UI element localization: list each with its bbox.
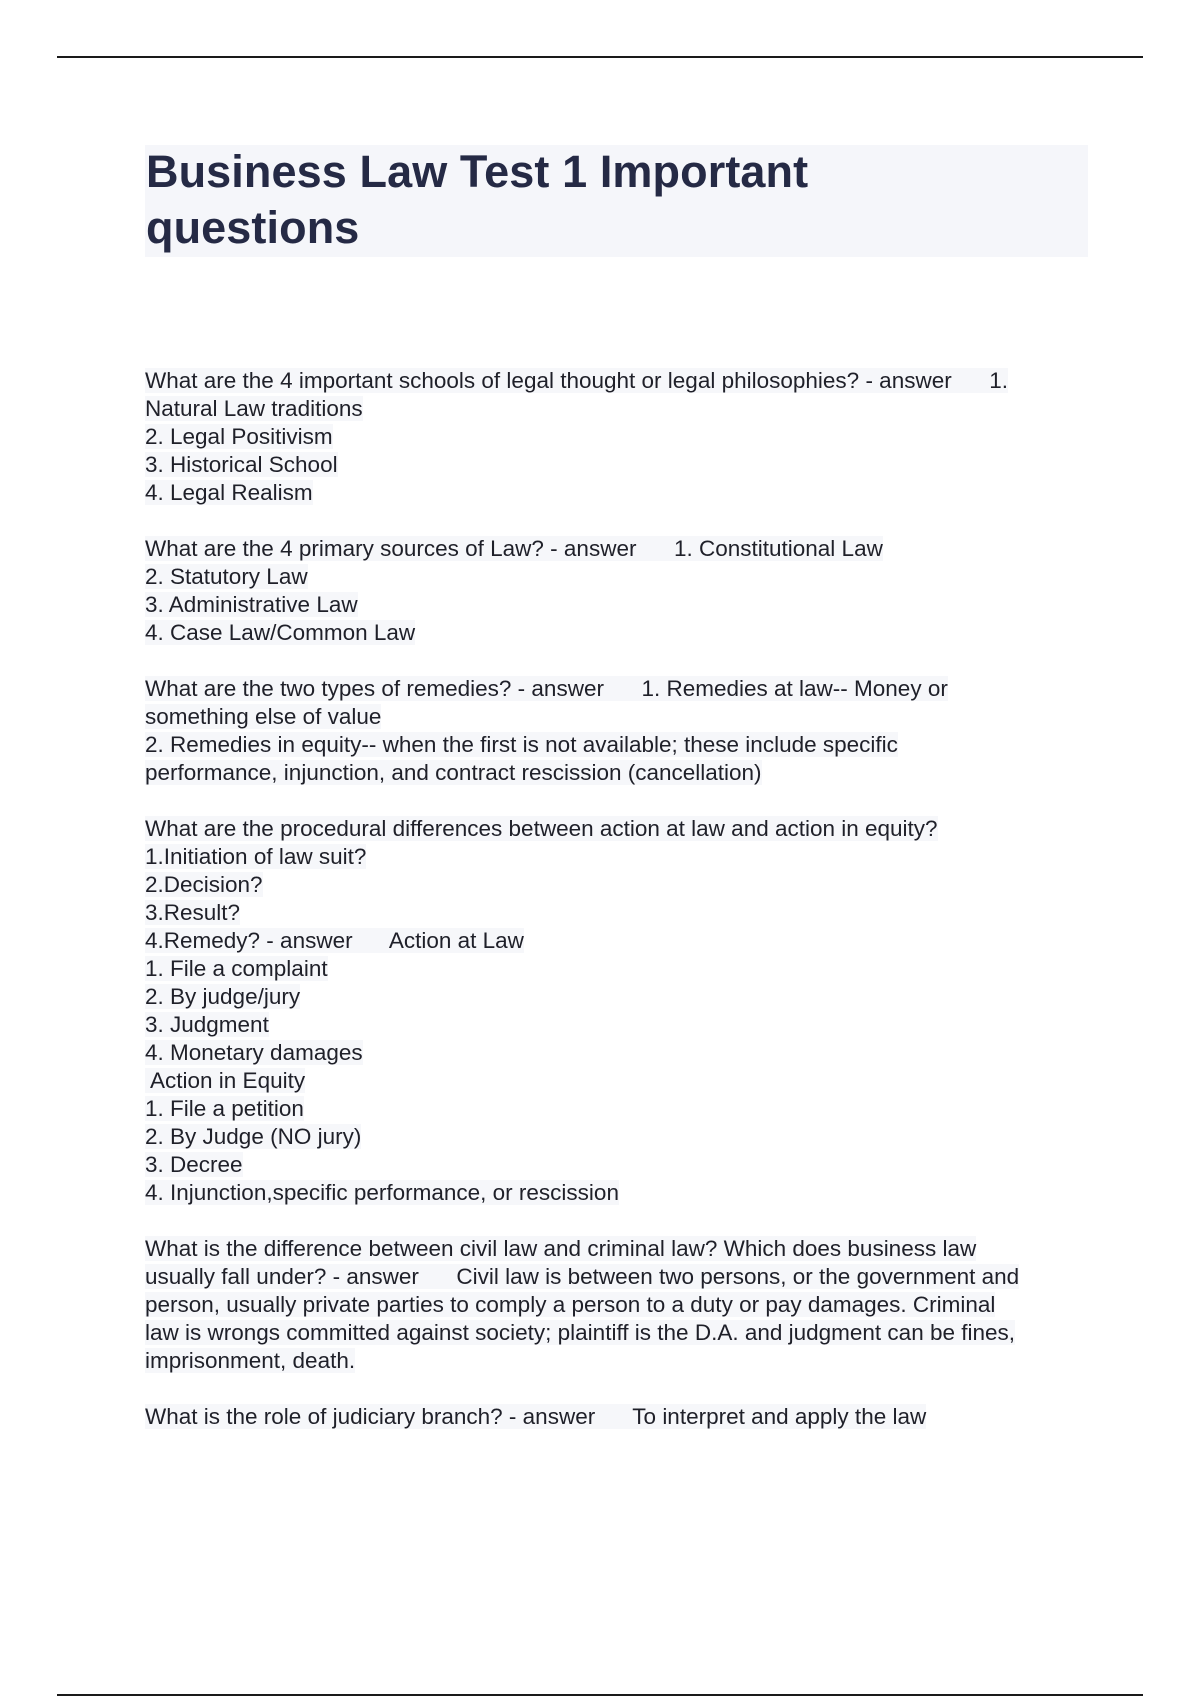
qa-list — [145, 367, 1090, 1459]
qa-line: imprisonment, death. — [145, 1348, 356, 1373]
qa-line: 3. Historical School — [145, 452, 338, 477]
qa-item — [145, 1403, 1090, 1431]
qa-line: 2. By Judge (NO jury) — [145, 1124, 362, 1149]
qa-item — [145, 675, 1090, 787]
qa-line: 2. By judge/jury — [145, 984, 301, 1009]
page-title — [146, 144, 1076, 256]
qa-line: 4. Injunction,specific performance, or rescission — [145, 1180, 619, 1205]
qa-line: usually fall under? - answer Civil law is between two persons, or the government and — [145, 1264, 1020, 1289]
qa-line: 3.Result? — [145, 900, 241, 925]
qa-line: 2. Remedies in equity-- when the first is not available; these include specific — [145, 732, 898, 757]
qa-line: 1. File a petition — [145, 1096, 304, 1121]
qa-line: What is the difference between civil law and criminal law? Which does business law — [145, 1236, 977, 1261]
qa-line: something else of value — [145, 704, 382, 729]
qa-line: 2. Statutory Law — [145, 564, 308, 589]
qa-line: What is the role of judiciary branch? - answer To interpret and apply the law — [145, 1404, 927, 1429]
qa-line: 2. Legal Positivism — [145, 424, 333, 449]
qa-line: Action in Equity — [145, 1068, 306, 1093]
qa-line: Natural Law traditions — [145, 396, 363, 421]
title-line-2: questions — [146, 202, 360, 253]
qa-line: What are the 4 important schools of legal thought or legal philosophies? - answer 1. — [145, 368, 1008, 393]
qa-line: 4.Remedy? - answer Action at Law — [145, 928, 524, 953]
bottom-rule — [57, 1694, 1143, 1696]
qa-line: 2.Decision? — [145, 872, 263, 897]
qa-line: 4. Legal Realism — [145, 480, 313, 505]
qa-line: 4. Case Law/Common Law — [145, 620, 416, 645]
title-line-1: Business Law Test 1 Important — [146, 146, 809, 197]
qa-item — [145, 535, 1090, 647]
qa-line: What are the two types of remedies? - answer 1. Remedies at law-- Money or — [145, 676, 948, 701]
qa-line: What are the 4 primary sources of Law? - answer 1. Constitutional Law — [145, 536, 883, 561]
qa-item — [145, 1235, 1090, 1375]
top-rule — [57, 56, 1143, 58]
qa-line: law is wrongs committed against society; plaintiff is the D.A. and judgment can be fines, — [145, 1320, 1016, 1345]
qa-line: 1. File a complaint — [145, 956, 328, 981]
qa-line: 4. Monetary damages — [145, 1040, 363, 1065]
qa-line: person, usually private parties to comply a person to a duty or pay damages. Criminal — [145, 1292, 996, 1317]
qa-line: 1.Initiation of law suit? — [145, 844, 367, 869]
qa-line: 3. Administrative Law — [145, 592, 358, 617]
qa-line: 3. Decree — [145, 1152, 243, 1177]
qa-line: performance, injunction, and contract rescission (cancellation) — [145, 760, 762, 785]
qa-item — [145, 367, 1090, 507]
qa-line: 3. Judgment — [145, 1012, 269, 1037]
qa-item — [145, 815, 1090, 1207]
qa-line: What are the procedural differences between action at law and action in equity? — [145, 816, 938, 841]
